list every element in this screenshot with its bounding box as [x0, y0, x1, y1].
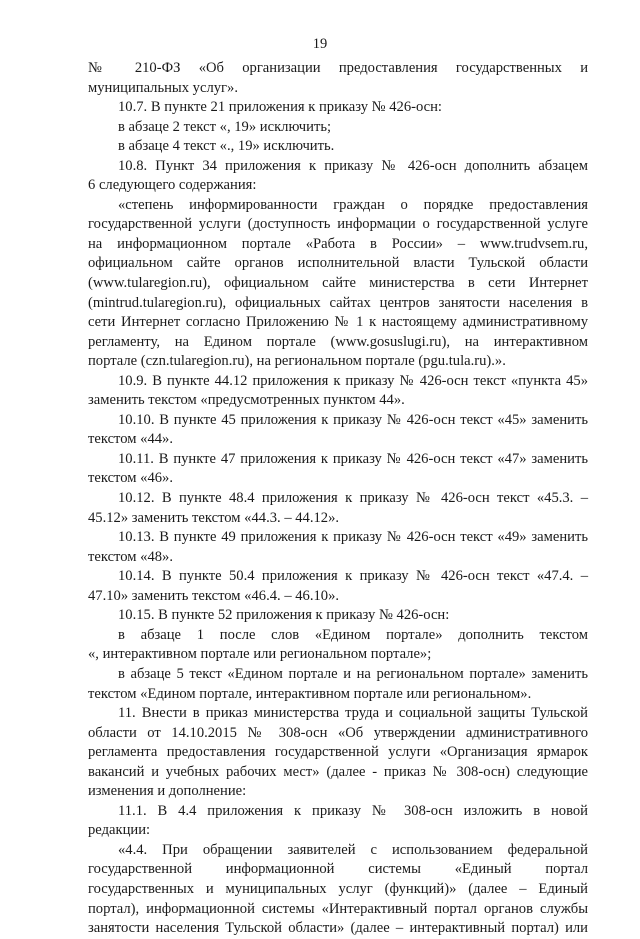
text-line: 47.10» заменить текстом «46.4. – 46.10».	[88, 587, 340, 604]
text-line: в абзаце 4 текст «., 19» исключить.	[118, 138, 335, 155]
text-line: государственных и муниципальных услуг (функций)» (далее – Единый	[88, 880, 588, 897]
text-line: на информационном портале «Работа в России» – www.trudvsem.ru,	[88, 235, 588, 252]
text-line: изменения и дополнение:	[88, 783, 247, 800]
text-line: текстом «48».	[88, 548, 173, 565]
text-line: официальном сайте органов исполнительной власти Тульской области	[88, 255, 588, 272]
text-line: 10.14. В пункте 50.4 приложения к приказу № 426-осн текст «47.4. –	[118, 568, 588, 585]
text-line: муниципальных услуг».	[88, 79, 238, 96]
text-line: портал), информационной системы «Интерактивный портал органов службы	[88, 900, 588, 917]
text-line: 11. Внести в приказ министерства труда и социальной защиты Тульской	[118, 705, 588, 722]
text-line: области от 14.10.2015 № 308-осн «Об утверждении административного	[88, 724, 588, 741]
text-line: 10.12. В пункте 48.4 приложения к приказу № 426-осн текст «45.3. –	[118, 490, 588, 507]
text-line: «4.4. При обращении заявителей с использованием федеральной	[118, 841, 588, 858]
text-line: 45.12» заменить текстом «44.3. – 44.12».	[88, 509, 340, 526]
text-line: сети Интернет согласно Приложению № 1 к настоящему административному	[88, 314, 588, 331]
text-line: № 210-ФЗ «Об организации предоставления государственных и	[88, 60, 588, 76]
text-line: в абзаце 2 текст «, 19» исключить;	[118, 118, 332, 135]
text-line: «степень информированности граждан о порядке предоставления	[118, 196, 588, 213]
text-line: 10.13. В пункте 49 приложения к приказу № 426-осн текст «49» заменить	[118, 529, 588, 546]
text-line: 10.9. В пункте 44.12 приложения к приказу № 426-осн текст «пункта 45»	[118, 372, 588, 389]
text-line: в абзаце 1 после слов «Едином портале» дополнить текстом	[118, 626, 588, 643]
text-line: в абзаце 5 текст «Едином портале и на региональном портале» заменить	[118, 665, 588, 682]
text-line: текстом «Едином портале, интерактивном портале или региональном».	[88, 685, 532, 702]
page-number: 19	[312, 36, 328, 52]
text-line: текстом «46».	[88, 470, 173, 487]
text-line: 6 следующего содержания:	[88, 177, 257, 194]
text-line: 11.1. В 4.4 приложения к приказу № 308-осн изложить в новой	[118, 802, 588, 819]
text-line: государственной услуги (доступность информации о государственной услуге	[88, 216, 588, 233]
text-line: занятости населения Тульской области» (далее – интерактивный портал) или	[88, 920, 588, 937]
text-line: (mintrud.tularegion.ru), официальных сайтах центров занятости населения в	[88, 294, 588, 311]
text-line: «, интерактивном портале или региональном портале»;	[88, 646, 432, 663]
text-line: 10.10. В пункте 45 приложения к приказу № 426-осн текст «45» заменить	[118, 411, 588, 428]
text-line: текстом «44».	[88, 431, 173, 448]
text-line: заменить текстом «предусмотренных пунктом 44».	[88, 392, 405, 409]
text-line: регламенту, на Едином портале (www.gosuslugi.ru), на интерактивном	[88, 333, 588, 350]
text-line: регламента предоставления государственной услуги «Организация ярмарок	[88, 744, 588, 761]
text-line: 10.11. В пункте 47 приложения к приказу № 426-осн текст «47» заменить	[118, 450, 588, 467]
document-body	[88, 59, 588, 939]
text-line: 10.7. В пункте 21 приложения к приказу № 426-осн:	[118, 99, 442, 116]
text-line: 10.8. Пункт 34 приложения к приказу № 426-осн дополнить абзацем	[118, 157, 588, 174]
text-line: 10.15. В пункте 52 приложения к приказу № 426-осн:	[118, 607, 450, 624]
text-line: редакции:	[88, 822, 151, 839]
text-line: (www.tularegion.ru), официальном сайте министерства в сети Интернет	[88, 275, 588, 292]
text-line: государственной информационной системы «Единый портал	[88, 861, 588, 878]
text-line: вакансий и учебных рабочих мест» (далее - приказ № 308-осн) следующие	[88, 763, 588, 780]
text-line: портале (czn.tularegion.ru), на региональном портале (pgu.tula.ru).».	[88, 353, 506, 370]
